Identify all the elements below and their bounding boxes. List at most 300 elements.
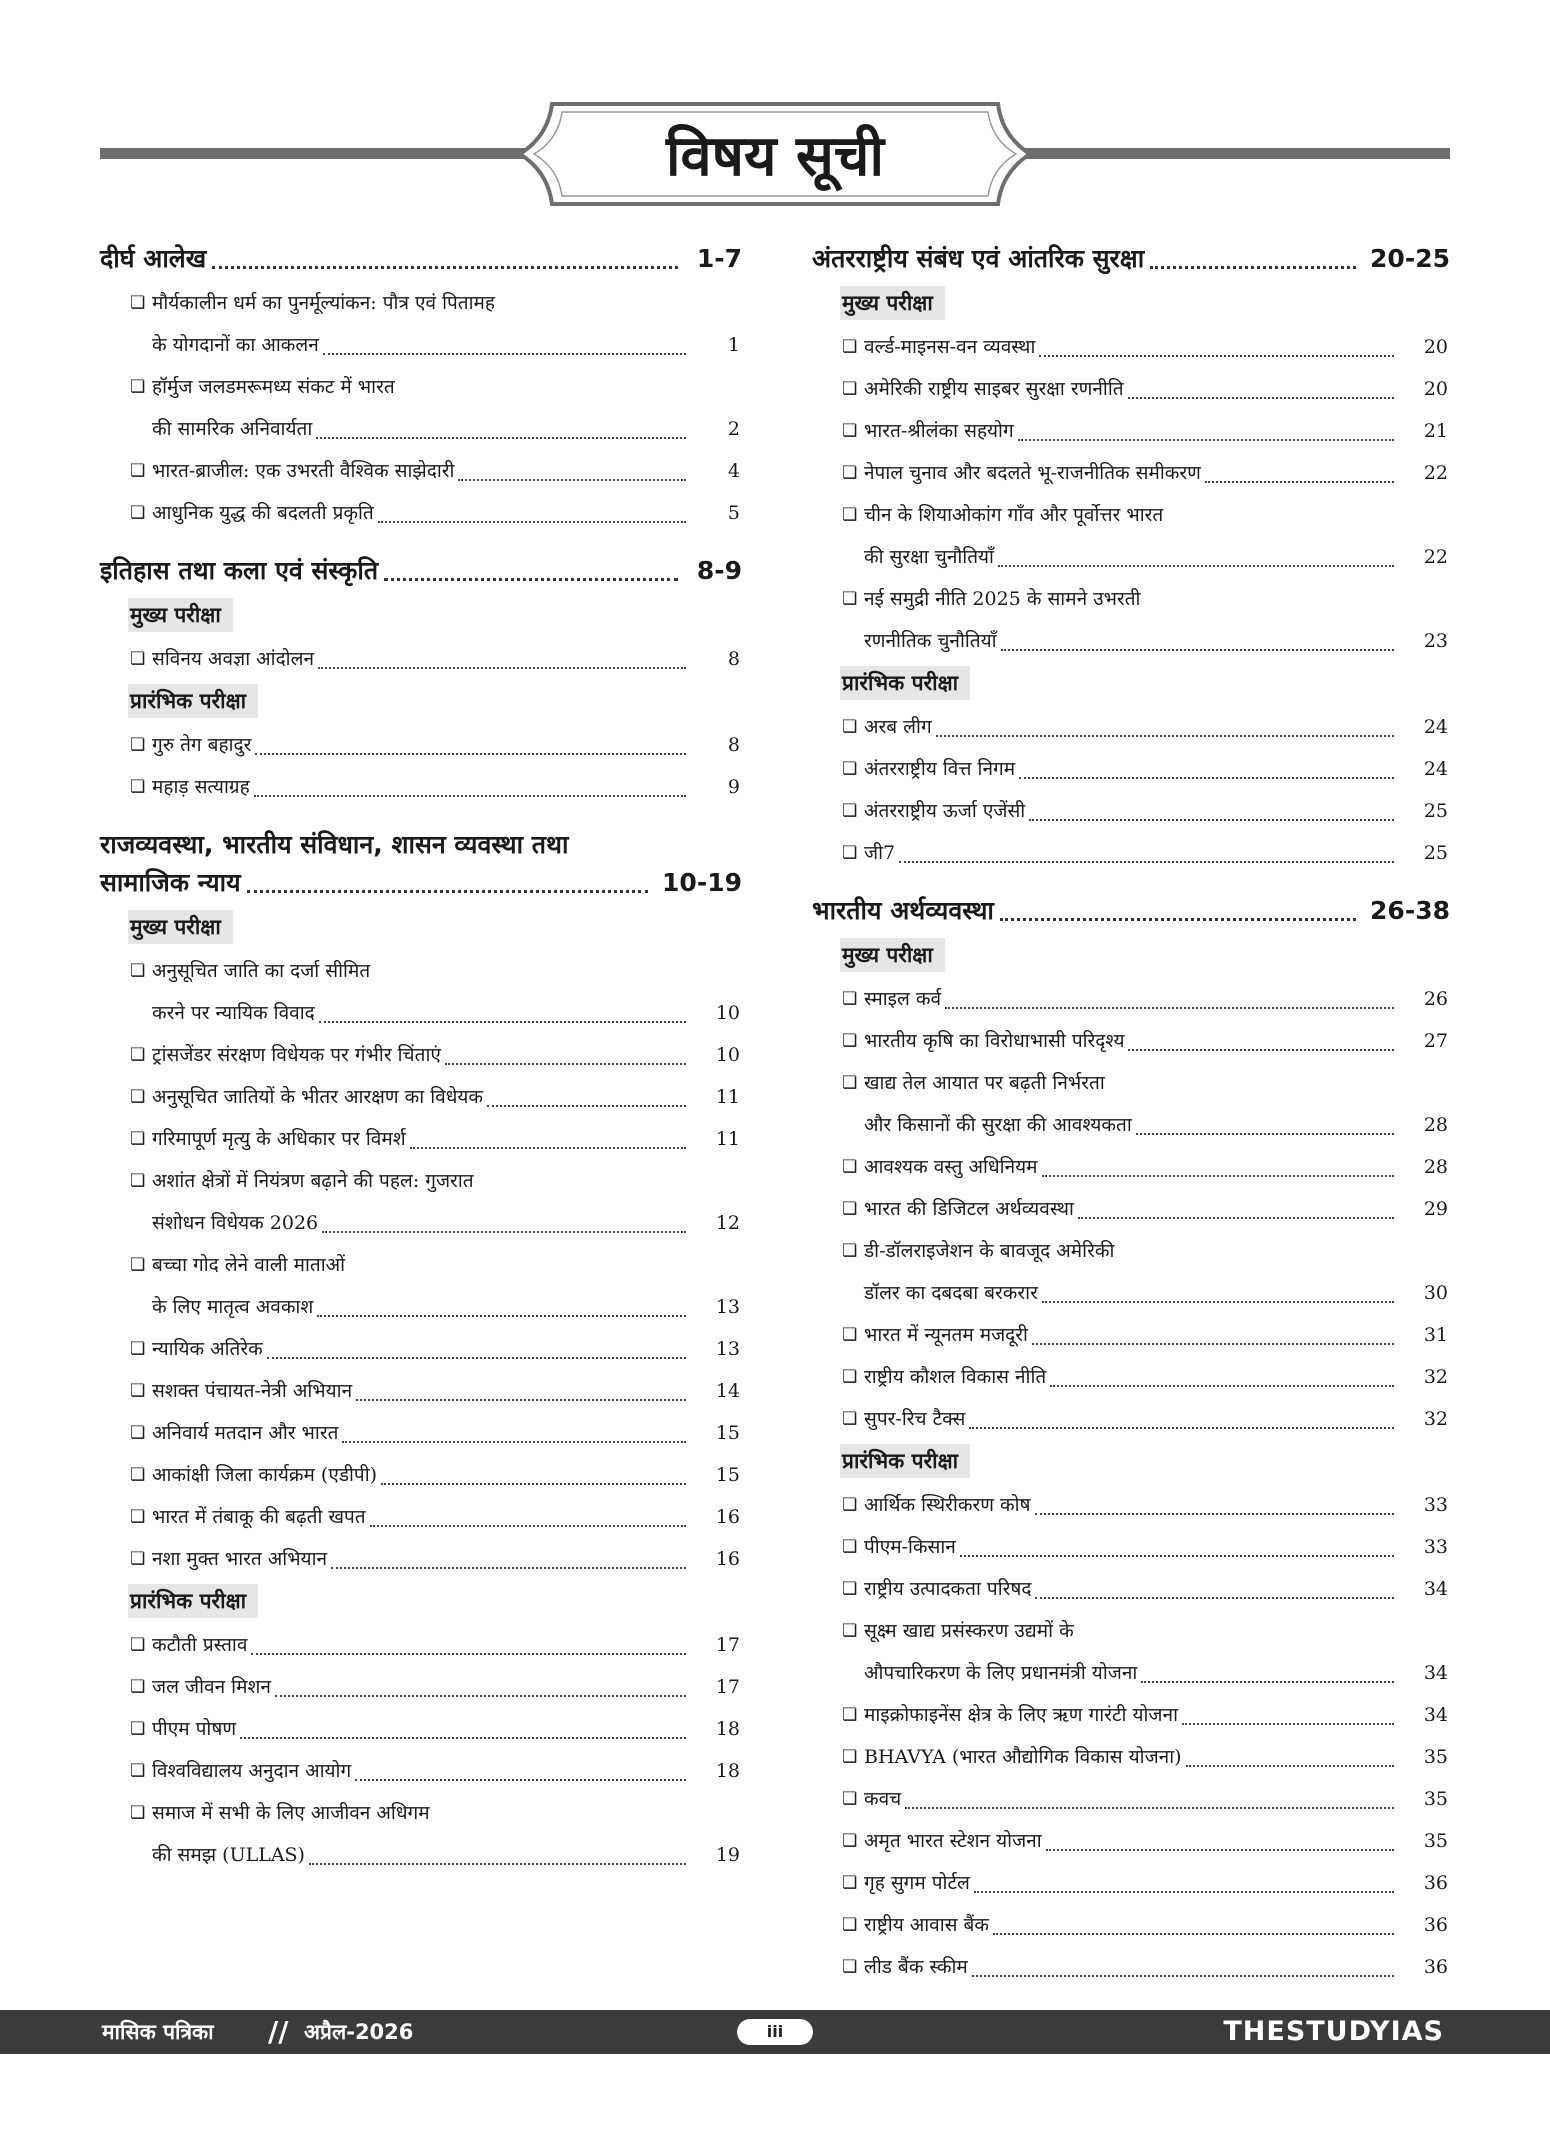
subsection-label: मुख्य परीक्षा (840, 938, 945, 972)
toc-entry-text: बच्चा गोद लेने वाली माताओं (152, 1254, 346, 1276)
toc-entry-row (864, 1146, 1450, 1188)
footer-brand: THESTUDYIAS (1223, 2016, 1444, 2047)
dot-leader (255, 753, 686, 755)
toc-entry-row (864, 1314, 1450, 1356)
checkbox-bullet-icon: ❏ (842, 1537, 858, 1557)
dot-leader (309, 1863, 686, 1865)
dot-leader (487, 1105, 686, 1107)
checkbox-bullet-icon: ❏ (130, 377, 146, 397)
dot-leader (445, 1063, 686, 1065)
toc-entry (812, 1694, 1450, 1736)
toc-left-column (100, 240, 742, 1894)
checkbox-bullet-icon: ❏ (842, 989, 858, 1009)
toc-entry-page: 25 (1423, 800, 1448, 822)
toc-entry-page: 34 (1423, 1704, 1448, 1726)
section-pages: 20-25 (1370, 244, 1450, 273)
toc-entry-text: महाड़ सत्याग्रह (152, 776, 250, 798)
title-rule-right (1010, 148, 1450, 159)
dot-leader (974, 1891, 1394, 1893)
subsection-label-wrap (100, 594, 742, 638)
toc-entry-body (152, 1370, 742, 1412)
toc-section (100, 826, 742, 1876)
checkbox-bullet-icon: ❏ (842, 421, 858, 441)
dot-leader (323, 353, 686, 355)
checkbox-bullet-icon: ❏ (130, 1635, 146, 1655)
toc-entry-text: जी7 (864, 842, 896, 864)
toc-entry-text: रणनीतिक चुनौतियाँ (864, 630, 997, 652)
toc-entry-row (864, 1652, 1450, 1694)
toc-entry (812, 832, 1450, 874)
subsection-label-wrap (812, 1440, 1450, 1484)
toc-entry-text: अमेरिकी राष्ट्रीय साइबर सुरक्षा रणनीति (864, 378, 1124, 400)
toc-entry-body (152, 1538, 742, 1580)
toc-entry (812, 1356, 1450, 1398)
toc-entry-row (864, 452, 1450, 494)
checkbox-bullet-icon: ❏ (842, 1789, 858, 1809)
toc-entry-body (152, 1328, 742, 1370)
dot-leader (1136, 1133, 1394, 1135)
section-title: सामाजिक न्याय (100, 868, 241, 897)
toc-entry (812, 1314, 1450, 1356)
toc-entry-page: 18 (715, 1718, 740, 1740)
toc-entry-body (864, 1778, 1450, 1820)
checkbox-bullet-icon: ❏ (130, 1129, 146, 1149)
toc-entry-page: 35 (1423, 1788, 1448, 1810)
checkbox-bullet-icon: ❏ (842, 1031, 858, 1051)
toc-entry-row (864, 832, 1450, 874)
checkbox-bullet-icon: ❏ (130, 777, 146, 797)
toc-entry (812, 1020, 1450, 1062)
toc-entry-row (864, 536, 1450, 578)
toc-entry-text: की सुरक्षा चुनौतियाँ (864, 546, 994, 568)
toc-entry-text: कवच (864, 1788, 902, 1810)
toc-entry (812, 1736, 1450, 1778)
dot-leader (1039, 355, 1394, 357)
section-heading (812, 240, 1450, 278)
toc-entry (100, 724, 742, 766)
toc-entry-row (152, 1118, 742, 1160)
toc-entry-body (864, 1946, 1450, 1988)
dot-leader (1018, 439, 1394, 441)
toc-entry-text: औपचारिकरण के लिए प्रधानमंत्री योजना (864, 1662, 1138, 1684)
toc-entry (812, 494, 1450, 578)
toc-entry-row (864, 1398, 1450, 1440)
toc-entry-text: नई समुद्री नीति 2025 के सामने उभरती (864, 588, 1141, 610)
toc-entry (100, 1624, 742, 1666)
toc-entry-row (152, 408, 742, 450)
toc-entry (100, 492, 742, 534)
toc-entry-text: आवश्यक वस्तु अधिनियम (864, 1156, 1038, 1178)
checkbox-bullet-icon: ❏ (842, 1747, 858, 1767)
checkbox-bullet-icon: ❏ (842, 1495, 858, 1515)
toc-entry-body (864, 1062, 1450, 1146)
toc-entry-text: मौर्यकालीन धर्म का पुनर्मूल्यांकन: पौत्र एवं पितामह (152, 292, 496, 314)
toc-entry-page: 28 (1423, 1114, 1448, 1136)
toc-entry-page: 22 (1423, 546, 1448, 568)
toc-entry-text: के लिए मातृत्व अवकाश (152, 1296, 314, 1318)
toc-entry-row (864, 1778, 1450, 1820)
toc-entry-row (864, 1484, 1450, 1526)
toc-entry (812, 1188, 1450, 1230)
toc-entry (100, 1708, 742, 1750)
toc-entry-text: कटौती प्रस्ताव (152, 1634, 248, 1656)
toc-entry-text: वर्ल्ड-माइनस-वन व्यवस्था (864, 336, 1036, 358)
toc-entry-page: 8 (727, 734, 740, 756)
toc-entry-page: 20 (1423, 378, 1448, 400)
toc-entry-text: ट्रांसजेंडर संरक्षण विधेयक पर गंभीर चिंताएं (152, 1044, 441, 1066)
dot-leader (972, 1975, 1394, 1977)
toc-entry-text: सविनय अवज्ञा आंदोलन (152, 648, 315, 670)
toc-entry-page: 11 (715, 1086, 740, 1108)
section-heading-lines (100, 552, 742, 590)
toc-entry (812, 1946, 1450, 1988)
toc-entry (812, 1862, 1450, 1904)
toc-entry-body (864, 1398, 1450, 1440)
toc-entry-text: अनुसूचित जातियों के भीतर आरक्षण का विधेयक (152, 1086, 483, 1108)
toc-entry-text: डॉलर का दबदबा बरकरार (864, 1282, 1038, 1304)
dot-leader (899, 861, 1394, 863)
toc-entry-page: 24 (1423, 758, 1448, 780)
checkbox-bullet-icon: ❏ (842, 1157, 858, 1177)
toc-entry-page: 20 (1423, 336, 1448, 358)
toc-entry (812, 578, 1450, 662)
toc-entry (100, 766, 742, 808)
toc-entry-page: 32 (1423, 1366, 1448, 1388)
toc-entry-text: राष्ट्रीय उत्पादकता परिषद (864, 1578, 1032, 1600)
toc-entry-row (152, 1454, 742, 1496)
section-title: अंतरराष्ट्रीय संबंध एवं आंतरिक सुरक्षा (812, 244, 1145, 273)
dot-leader (998, 565, 1394, 567)
toc-entry-page: 17 (715, 1634, 740, 1656)
toc-entry-body (864, 832, 1450, 874)
toc-entry-text: नशा मुक्त भारत अभियान (152, 1548, 328, 1570)
checkbox-bullet-icon: ❏ (842, 1873, 858, 1893)
toc-entry-page: 8 (727, 648, 740, 670)
dot-leader (960, 1555, 1394, 1557)
toc-entry-text: अमृत भारत स्टेशन योजना (864, 1830, 1042, 1852)
dot-leader (410, 1147, 686, 1149)
toc-entry (100, 1160, 742, 1244)
toc-entry (100, 1244, 742, 1328)
toc-entry-row (864, 1904, 1450, 1946)
toc-entry (100, 1034, 742, 1076)
toc-entry-page: 2 (727, 418, 740, 440)
toc-entry-text: स्माइल कर्व (864, 988, 942, 1010)
dot-leader (275, 1695, 686, 1697)
toc-entry-text: डी-डॉलराइजेशन के बावजूद अमेरिकी (864, 1240, 1115, 1262)
dot-leader (1141, 1681, 1394, 1683)
dot-leader (212, 266, 678, 269)
toc-entry-body (152, 950, 742, 1034)
toc-entry-row (864, 1862, 1450, 1904)
toc-entry-body (864, 1230, 1450, 1314)
section-heading (100, 826, 742, 902)
checkbox-bullet-icon: ❏ (842, 1705, 858, 1725)
subsection-label: प्रारंभिक परीक्षा (840, 666, 970, 700)
toc-entry-body (152, 638, 742, 680)
dot-leader (1042, 1175, 1394, 1177)
checkbox-bullet-icon: ❏ (842, 759, 858, 779)
toc-entry (812, 1146, 1450, 1188)
toc-entry (812, 452, 1450, 494)
subsection-label: प्रारंभिक परीक्षा (840, 1444, 970, 1478)
dot-leader (1035, 1597, 1394, 1599)
checkbox-bullet-icon: ❏ (130, 1549, 146, 1569)
toc-entry-body (864, 1356, 1450, 1398)
toc-entry-page: 36 (1423, 1956, 1448, 1978)
toc-entry-page: 16 (715, 1548, 740, 1570)
footer-bar (0, 2010, 1550, 2054)
toc-entry (100, 1538, 742, 1580)
toc-entry-page: 13 (715, 1338, 740, 1360)
section-pages: 8-9 (696, 556, 742, 585)
section-pages: 26-38 (1370, 896, 1450, 925)
toc-entry-page: 17 (715, 1676, 740, 1698)
toc-entry-body (864, 326, 1450, 368)
toc-entry-body (152, 282, 742, 366)
toc-entry (100, 1118, 742, 1160)
toc-entry-body (864, 1736, 1450, 1778)
dot-leader (319, 1021, 686, 1023)
toc-entry-row (152, 324, 742, 366)
toc-entry-page: 29 (1423, 1198, 1448, 1220)
toc-entry-row (152, 1750, 742, 1792)
toc-entry-page: 30 (1423, 1282, 1448, 1304)
checkbox-bullet-icon: ❏ (130, 1677, 146, 1697)
toc-entry-body (152, 1034, 742, 1076)
toc-entry-text: अरब लीग (864, 716, 932, 738)
toc-entry-text: राष्ट्रीय कौशल विकास नीति (864, 1366, 1047, 1388)
section-heading-lines (100, 240, 742, 278)
toc-entry-row (864, 410, 1450, 452)
checkbox-bullet-icon: ❏ (130, 1255, 146, 1275)
toc-entry-body (864, 1314, 1450, 1356)
checkbox-bullet-icon: ❏ (842, 337, 858, 357)
dot-leader (1019, 777, 1394, 779)
dot-leader (251, 1653, 686, 1655)
toc-entry-row (864, 1568, 1450, 1610)
toc-entry-row (152, 1286, 742, 1328)
toc-entry-row (864, 706, 1450, 748)
toc-entry-body (152, 1750, 742, 1792)
dot-leader (342, 1441, 686, 1443)
checkbox-bullet-icon: ❏ (130, 735, 146, 755)
toc-entry-body (152, 1160, 742, 1244)
checkbox-bullet-icon: ❏ (130, 1045, 146, 1065)
toc-entry (812, 1484, 1450, 1526)
toc-entry-body (864, 1610, 1450, 1694)
checkbox-bullet-icon: ❏ (130, 1761, 146, 1781)
checkbox-bullet-icon: ❏ (842, 1831, 858, 1851)
toc-entry-text: राष्ट्रीय आवास बैंक (864, 1914, 989, 1936)
section-title: भारतीय अर्थव्यवस्था (812, 896, 994, 925)
toc-entry-page: 34 (1423, 1662, 1448, 1684)
toc-entry-page: 11 (715, 1128, 740, 1150)
toc-entry (100, 1454, 742, 1496)
dot-leader (355, 1779, 686, 1781)
dot-leader (1046, 1849, 1394, 1851)
toc-entry-text: सूक्ष्म खाद्य प्रसंस्करण उद्यमों के (864, 1620, 1074, 1642)
toc-entry-text: जल जीवन मिशन (152, 1676, 271, 1698)
toc-entry-page: 22 (1423, 462, 1448, 484)
toc-entry-row (152, 1708, 742, 1750)
toc-entry-page: 28 (1423, 1156, 1448, 1178)
toc-entry-row (152, 1328, 742, 1370)
dot-leader (240, 1737, 686, 1739)
checkbox-bullet-icon: ❏ (130, 961, 146, 981)
toc-entry (812, 1610, 1450, 1694)
toc-entry-body (864, 368, 1450, 410)
dot-leader (316, 437, 686, 439)
dot-leader (331, 1567, 686, 1569)
toc-entry-row (152, 1834, 742, 1876)
toc-entry (812, 748, 1450, 790)
toc-entry-text: पीएम-किसान (864, 1536, 956, 1558)
section-heading-row (100, 864, 742, 902)
subsection-label: मुख्य परीक्षा (128, 598, 233, 632)
toc-entry-row (152, 1412, 742, 1454)
dot-leader (1128, 1049, 1394, 1051)
toc-entry-page: 34 (1423, 1578, 1448, 1600)
toc-entry-row (864, 1820, 1450, 1862)
toc-entry-body (864, 1526, 1450, 1568)
toc-entry-page: 32 (1423, 1408, 1448, 1430)
toc-entry (100, 1328, 742, 1370)
toc-entry-row (864, 368, 1450, 410)
toc-entry-page: 15 (715, 1464, 740, 1486)
toc-entry-text: के योगदानों का आकलन (152, 334, 319, 356)
toc-entry-page: 27 (1423, 1030, 1448, 1052)
checkbox-bullet-icon: ❏ (130, 1465, 146, 1485)
toc-entry-page: 9 (727, 776, 740, 798)
toc-section (812, 240, 1450, 874)
section-heading-row (100, 240, 742, 278)
toc-entry-row (152, 1370, 742, 1412)
toc-entry-page: 31 (1423, 1324, 1448, 1346)
checkbox-bullet-icon: ❏ (842, 463, 858, 483)
toc-entry (100, 450, 742, 492)
toc-entry-row (152, 450, 742, 492)
dot-leader (945, 1007, 1394, 1009)
checkbox-bullet-icon: ❏ (842, 1621, 858, 1641)
toc-entry-body (864, 1694, 1450, 1736)
toc-entry-page: 12 (715, 1212, 740, 1234)
toc-entry-page: 35 (1423, 1830, 1448, 1852)
toc-entry-text: हॉर्मुज जलडमरूमध्य संकट में भारत (152, 376, 395, 398)
dot-leader (384, 578, 678, 581)
toc-entry-row (152, 638, 742, 680)
dot-leader (247, 890, 648, 893)
checkbox-bullet-icon: ❏ (130, 1719, 146, 1739)
dot-leader (1128, 397, 1394, 399)
toc-entry-page: 36 (1423, 1872, 1448, 1894)
checkbox-bullet-icon: ❏ (842, 801, 858, 821)
toc-section (100, 552, 742, 808)
toc-entry-page: 35 (1423, 1746, 1448, 1768)
toc-entry-body (152, 724, 742, 766)
toc-entry-row (152, 1666, 742, 1708)
toc-entry (812, 1062, 1450, 1146)
dot-leader (1205, 481, 1394, 483)
toc-entry-text: करने पर न्यायिक विवाद (152, 1002, 315, 1024)
dot-leader (317, 1315, 686, 1317)
checkbox-bullet-icon: ❏ (130, 1381, 146, 1401)
dot-leader (1182, 1723, 1394, 1725)
toc-entry-text: भारत में न्यूनतम मजदूरी (864, 1324, 1028, 1346)
toc-entry-text: गुरु तेग बहादुर (152, 734, 252, 756)
checkbox-bullet-icon: ❏ (842, 1367, 858, 1387)
toc-entry-row (864, 620, 1450, 662)
toc-entry-row (864, 1736, 1450, 1778)
toc-entry-row (152, 992, 742, 1034)
toc-entry-page: 23 (1423, 630, 1448, 652)
toc-entry (812, 790, 1450, 832)
section-pages: 10-19 (662, 868, 742, 897)
toc-entry-text: और किसानों की सुरक्षा की आवश्यकता (864, 1114, 1132, 1136)
toc-entry-page: 33 (1423, 1494, 1448, 1516)
dot-leader (1078, 1217, 1394, 1219)
toc-entry-body (864, 1484, 1450, 1526)
toc-entry-page: 21 (1423, 420, 1448, 442)
toc-entry (100, 1750, 742, 1792)
subsection-label-wrap (812, 662, 1450, 706)
section-heading-row (100, 552, 742, 590)
toc-entry-page: 14 (715, 1380, 740, 1402)
toc-entry-text: की समझ (ULLAS) (152, 1844, 305, 1866)
toc-entry-row (152, 1624, 742, 1666)
toc-section (812, 892, 1450, 1988)
toc-entry-page: 26 (1423, 988, 1448, 1010)
dot-leader (1035, 1513, 1394, 1515)
section-heading-lines (812, 240, 1450, 278)
checkbox-bullet-icon: ❏ (130, 649, 146, 669)
dot-leader (370, 1525, 686, 1527)
dot-leader (378, 521, 686, 523)
toc-entry-body (864, 978, 1450, 1020)
dot-leader (267, 1357, 686, 1359)
toc-entry-row (864, 1526, 1450, 1568)
toc-entry-text: चीन के शियाओकांग गाँव और पूर्वोत्तर भारत (864, 504, 1164, 526)
toc-entry-body (152, 1076, 742, 1118)
toc-entry-text: माइक्रोफाइनेंस क्षेत्र के लिए ऋण गारंटी योजना (864, 1704, 1178, 1726)
toc-entry-row (152, 1034, 742, 1076)
toc-entry-body (864, 748, 1450, 790)
section-heading (100, 552, 742, 590)
toc-entry-body (864, 452, 1450, 494)
section-heading-lines (100, 826, 742, 902)
toc-entry-text: भारत में तंबाकू की बढ़ती खपत (152, 1506, 366, 1528)
toc-entry-text: न्यायिक अतिरेक (152, 1338, 263, 1360)
toc-entry (100, 282, 742, 366)
dot-leader (969, 1427, 1394, 1429)
subsection-label-wrap (100, 680, 742, 724)
dot-leader (993, 1933, 1394, 1935)
toc-entry (812, 326, 1450, 368)
toc-entry-text: भारत की डिजिटल अर्थव्यवस्था (864, 1198, 1074, 1220)
toc-entry-row (152, 492, 742, 534)
toc-entry-body (152, 1454, 742, 1496)
toc-entry-body (152, 1624, 742, 1666)
toc-entry (100, 1666, 742, 1708)
dot-leader (322, 1231, 686, 1233)
toc-entry-text: पीएम पोषण (152, 1718, 237, 1740)
toc-entry-text: संशोधन विधेयक 2026 (152, 1212, 319, 1234)
toc-entry (100, 638, 742, 680)
toc-entry (812, 1398, 1450, 1440)
page-title: विषय सूची (666, 124, 884, 189)
toc-entry-row (864, 790, 1450, 832)
toc-entry (812, 410, 1450, 452)
